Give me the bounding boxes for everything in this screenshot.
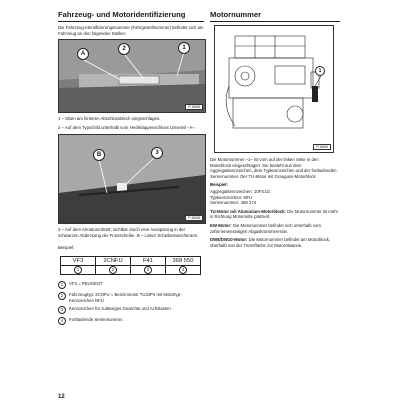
- vin-marker: 1: [74, 266, 82, 274]
- section-heading: Fahrzeug- und Motoridentifizierung: [58, 10, 204, 22]
- callout-a: A: [77, 48, 89, 60]
- example-line: Aggregatkennzeichen: 10FX1G: [210, 188, 270, 194]
- right-column: [210, 10, 340, 251]
- callout-3: 3: [151, 147, 163, 159]
- engine-number-text: Die Motornummer –1– ist vorn auf der linken Seite in den Motorblock eingeschlagen. Sie besteht aus dem Aggregatkennzeichen, dem Typkennzeichen und der fortlaufenden Seriennummer. Der TU-Motor mit Grauguss-Motorblock: [210, 157, 337, 179]
- example-line: Typkennzeichen: NFU: [210, 194, 253, 200]
- vin-marker: 3: [144, 266, 152, 274]
- intro-text: Die Fahrzeug-Identifizierungsnummer (Fahrgestellnummer) befindet sich am Fahrzeug an den folgenden Stellen:: [58, 25, 204, 36]
- engine-drawing: [214, 25, 334, 153]
- engine-paragraph: DW8/DW10-Motor: Die Motornummer befindet am Motorblock, oberhalb von der Trennfläche zur Motorölwanne.: [210, 237, 331, 248]
- example-line: Seriennummer: 468 274: [210, 200, 257, 206]
- vin-legend: [58, 281, 204, 325]
- vin-marker: 4: [179, 266, 187, 274]
- caption-1: 1 – Oben am hinteren Abschlussblech eingeschlagen.: [58, 116, 161, 122]
- figure-code: P-6609: [313, 144, 331, 150]
- left-column: [58, 10, 204, 328]
- trunk-photo: [58, 39, 206, 113]
- example-label: Beispiel:: [58, 244, 75, 250]
- engine-illustration: [215, 26, 333, 152]
- dashboard-photo-drawing: [59, 135, 205, 223]
- caption-2: 2 – Auf dem Typschild unterhalb vom Heckklappenschloss Unterteil –A–.: [58, 124, 196, 130]
- example-label: Beispiel:: [210, 182, 228, 188]
- list-item: 4 Fortlaufende Seriennummer.: [58, 317, 204, 325]
- vin-marker: 2: [109, 266, 117, 274]
- engine-paragraph: TU-Motor mit Aluminium-Motorblock: Die Motornummer ist mehr in Richtung Motormitte platziert.: [210, 208, 339, 220]
- list-item: 2 Fahrzeugtyp: 2CNFU = Benzinmotor TU3JP4 mit Motortyp-Kennzeichen NFU: [58, 292, 204, 303]
- callout-1: 1: [315, 66, 325, 76]
- caption-3: 3 – Auf dem Armaturenbrett; sichtbar durch eine Aussparung in der schwarzen Abdeckung der Frontscheibe. B – Linker Scheibenwischerarm.: [58, 227, 199, 238]
- callout-b: B: [93, 149, 105, 161]
- list-item: 1 VF3 = PEUGEOT: [58, 281, 204, 289]
- engine-paragraph: EW-Motor: Die Motornummer befindet sich unterhalb vom zahnriemenseitigen Abgaskrümmerende.: [210, 222, 321, 234]
- page-number: 12: [58, 394, 65, 400]
- vin-part: 368 550: [166, 257, 201, 266]
- vin-part: 2CNFU: [96, 257, 131, 266]
- callout-1: 1: [178, 42, 190, 54]
- figure-code: P-6608: [185, 215, 203, 221]
- callout-2: 2: [118, 43, 130, 55]
- dashboard-photo: [58, 134, 206, 224]
- figure-code: P-6606: [185, 104, 203, 110]
- section-heading: Motornummer: [210, 10, 340, 22]
- list-item: 3 Kennzeichen für zulässiges Gewichte und Achslasten: [58, 306, 204, 314]
- vin-part: VF3: [61, 257, 96, 266]
- vin-code-table: [60, 256, 201, 275]
- vin-part: F41: [131, 257, 166, 266]
